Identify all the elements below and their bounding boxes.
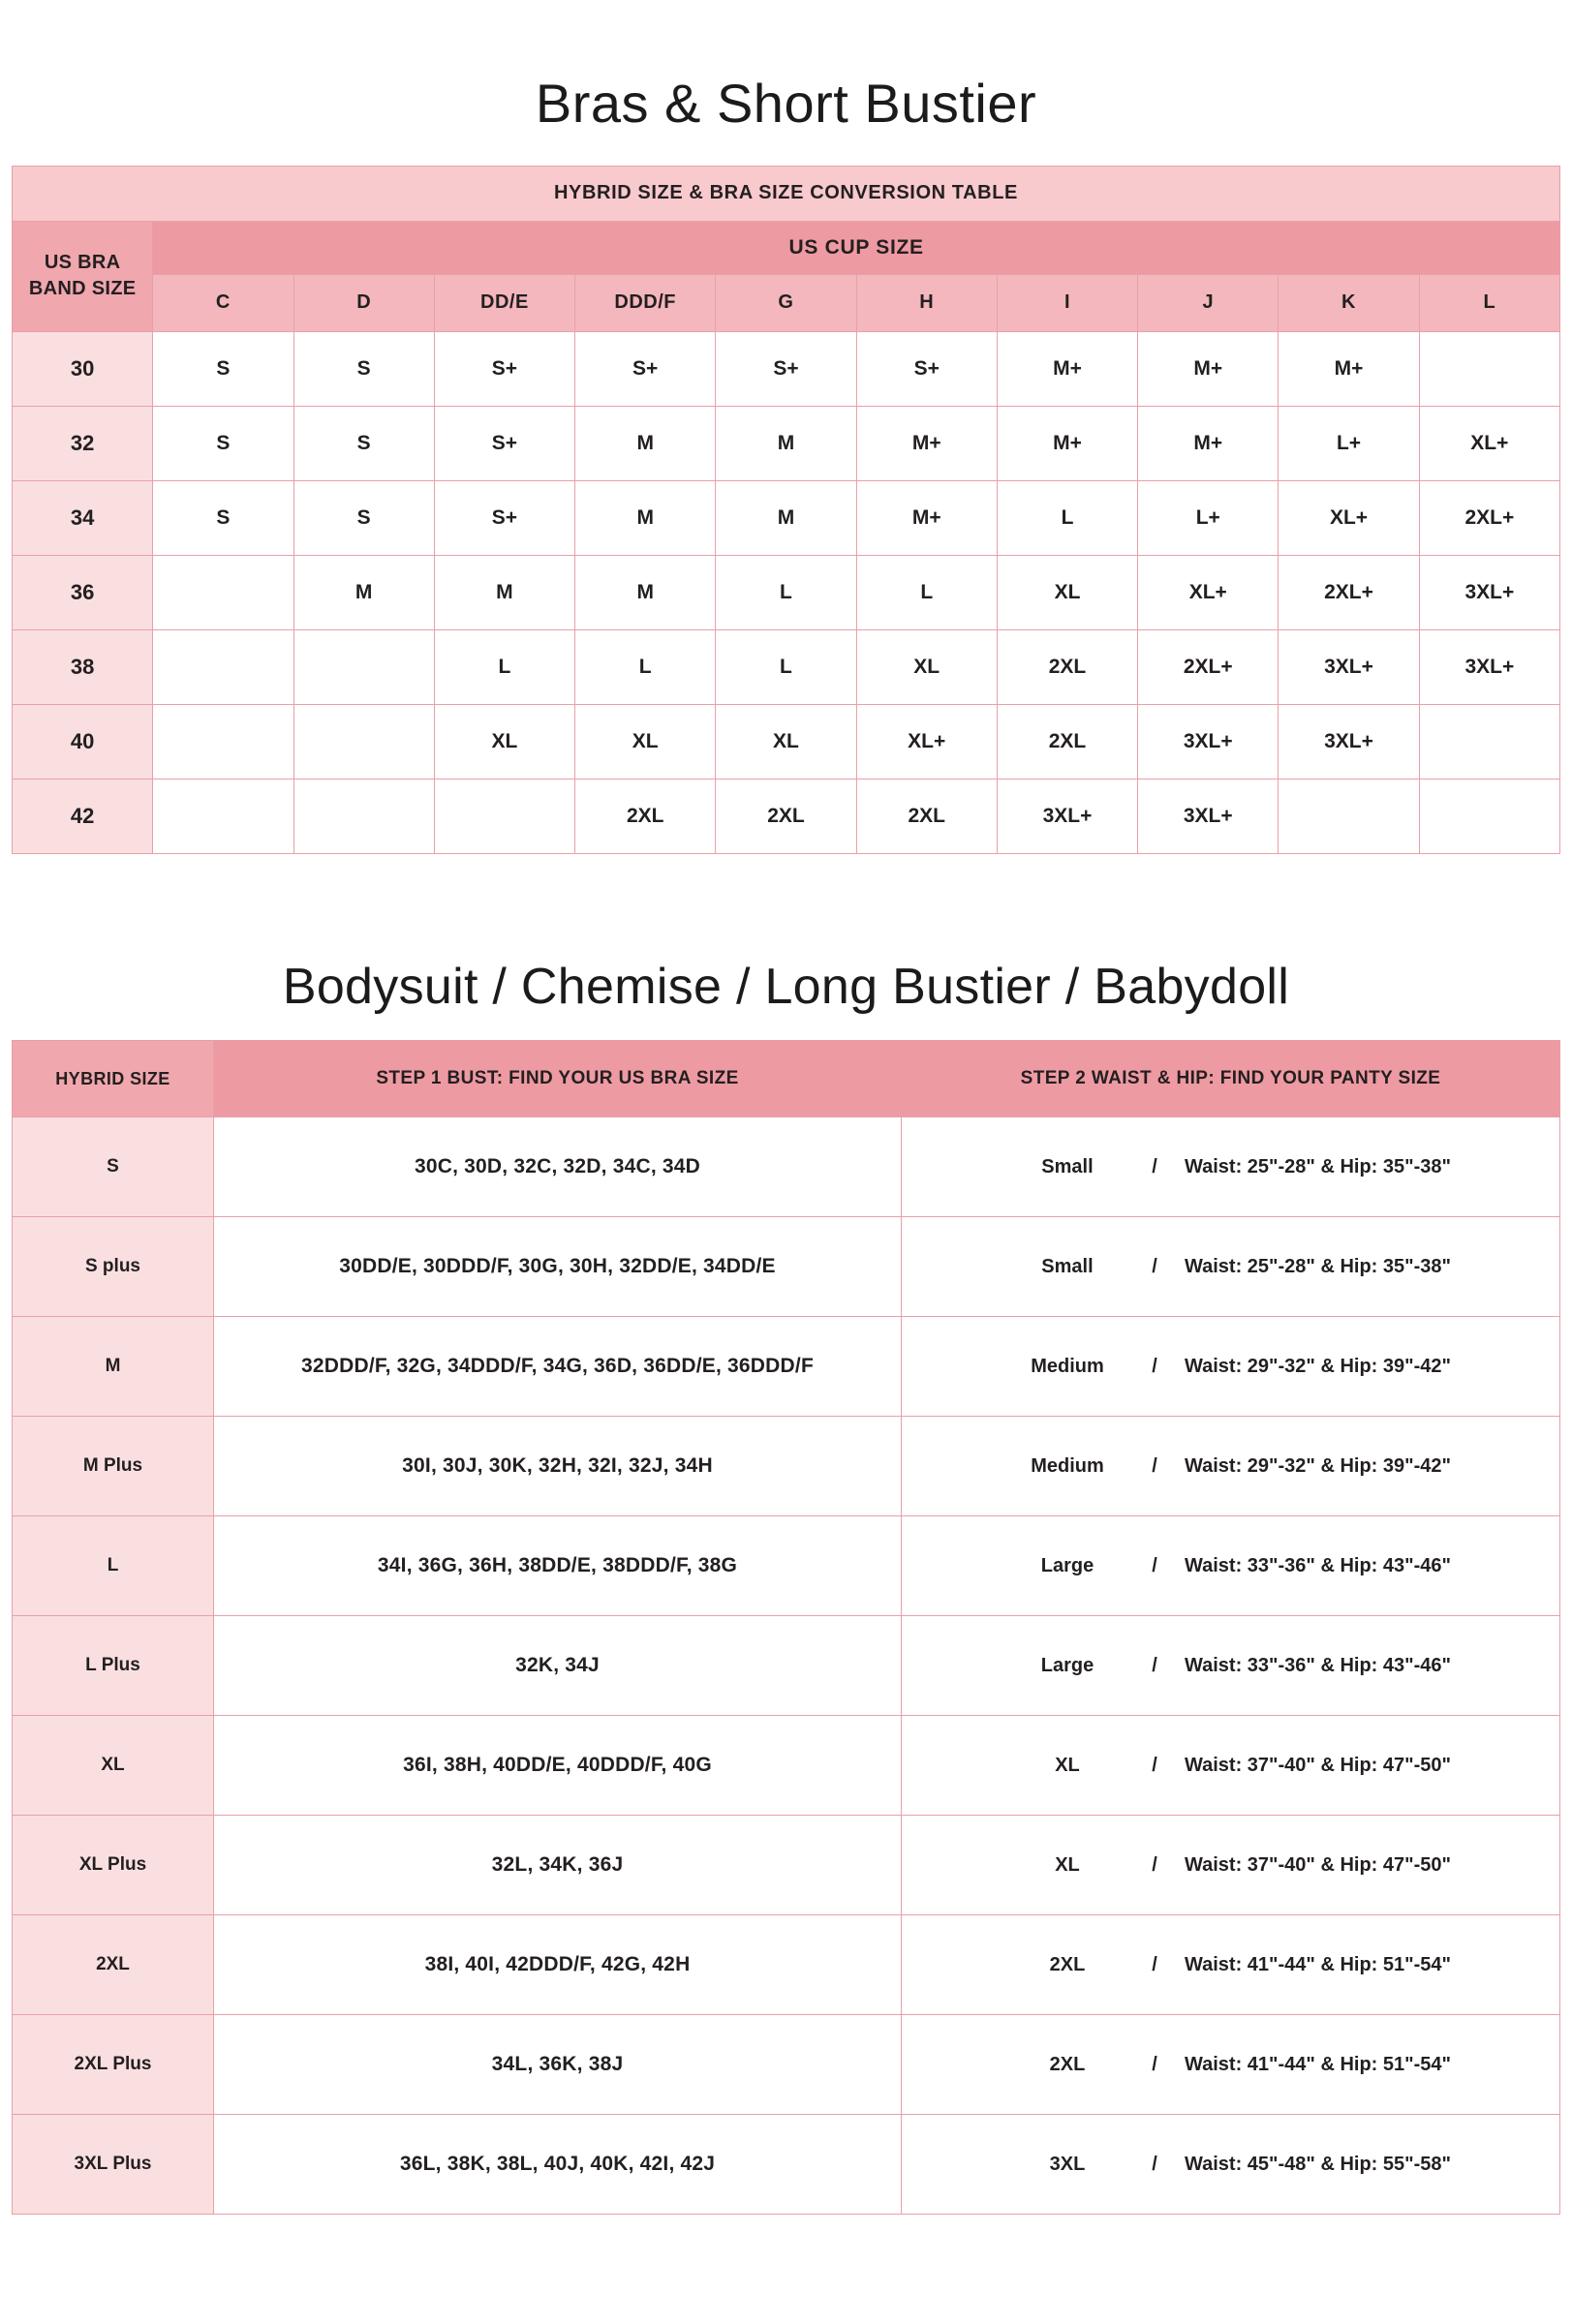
bra-size-cell: 36I, 38H, 40DD/E, 40DDD/F, 40G bbox=[214, 1716, 902, 1816]
hybrid-size-cell: 2XL bbox=[13, 1915, 214, 2015]
panty-size-label: 2XL bbox=[1049, 2053, 1086, 2075]
bra-conversion-table bbox=[12, 166, 1560, 854]
size-cell: L+ bbox=[1138, 480, 1279, 555]
size-cell: 2XL bbox=[856, 779, 997, 853]
size-cell: S bbox=[293, 331, 434, 406]
us-cup-size-header: US CUP SIZE bbox=[153, 221, 1560, 274]
size-cell: M bbox=[575, 406, 716, 480]
bodysuit-size-table bbox=[12, 1040, 1560, 2215]
bra-size-cell: 32K, 34J bbox=[214, 1616, 902, 1716]
bra-size-cell: 30C, 30D, 32C, 32D, 34C, 34D bbox=[214, 1117, 902, 1217]
size-cell: M+ bbox=[856, 406, 997, 480]
panty-size-label: 2XL bbox=[1049, 1953, 1086, 1975]
size-guide-page bbox=[0, 73, 1572, 2244]
hybrid-size-cell: 3XL Plus bbox=[13, 2115, 214, 2215]
table-row bbox=[13, 1417, 1560, 1516]
size-cell: 3XL+ bbox=[1419, 629, 1559, 704]
size-cell: L bbox=[716, 629, 856, 704]
panty-size-group bbox=[915, 1655, 1546, 1677]
cup-label: C bbox=[153, 274, 293, 331]
hybrid-size-cell: XL bbox=[13, 1716, 214, 1816]
size-cell: 2XL+ bbox=[1279, 555, 1419, 629]
size-cell bbox=[153, 629, 293, 704]
size-cell: 3XL+ bbox=[1419, 555, 1559, 629]
hybrid-size-cell: 2XL Plus bbox=[13, 2015, 214, 2115]
panty-size-label: Medium bbox=[1031, 1454, 1104, 1477]
table-row bbox=[13, 779, 1560, 853]
size-cell: 3XL+ bbox=[1138, 704, 1279, 779]
panty-separator: / bbox=[1152, 2053, 1157, 2075]
page-title-bodysuit: Bodysuit / Chemise / Long Bustier / Babydoll bbox=[282, 958, 1290, 1015]
bra-size-cell: 32DDD/F, 32G, 34DDD/F, 34G, 36D, 36DD/E, 36DDD/F bbox=[214, 1317, 902, 1417]
size-cell: M bbox=[716, 480, 856, 555]
bra-size-cell: 30DD/E, 30DDD/F, 30G, 30H, 32DD/E, 34DD/E bbox=[214, 1217, 902, 1317]
table-row bbox=[13, 629, 1560, 704]
size-cell: S+ bbox=[434, 480, 574, 555]
panty-size-group bbox=[915, 2054, 1546, 2076]
cup-label: H bbox=[856, 274, 997, 331]
page-title-bras: Bras & Short Bustier bbox=[535, 73, 1037, 134]
size-cell: M bbox=[434, 555, 574, 629]
size-cell bbox=[153, 555, 293, 629]
panty-size-group bbox=[915, 1854, 1546, 1877]
panty-measurements: Waist: 29"-32" & Hip: 39"-42" bbox=[1184, 1355, 1452, 1377]
size-cell: S+ bbox=[434, 331, 574, 406]
step1-header: STEP 1 BUST: FIND YOUR US BRA SIZE bbox=[214, 1041, 902, 1117]
panty-size-group bbox=[915, 1256, 1546, 1278]
cup-label: DDD/F bbox=[575, 274, 716, 331]
panty-measurements: Waist: 29"-32" & Hip: 39"-42" bbox=[1184, 1454, 1452, 1477]
table-row bbox=[13, 1915, 1560, 2015]
size-cell bbox=[1419, 331, 1559, 406]
panty-size-cell bbox=[902, 1915, 1560, 2015]
band-size-cell: 36 bbox=[13, 555, 153, 629]
size-cell: 2XL+ bbox=[1419, 480, 1559, 555]
bra-size-cell: 34L, 36K, 38J bbox=[214, 2015, 902, 2115]
panty-size-label: XL bbox=[1055, 1754, 1080, 1776]
panty-size-cell bbox=[902, 1217, 1560, 1317]
hybrid-size-cell: XL Plus bbox=[13, 1816, 214, 1915]
hybrid-size-cell: L bbox=[13, 1516, 214, 1616]
size-cell: M bbox=[575, 480, 716, 555]
table-row bbox=[13, 1117, 1560, 1217]
bra-size-cell: 34I, 36G, 36H, 38DD/E, 38DDD/F, 38G bbox=[214, 1516, 902, 1616]
table-row bbox=[13, 331, 1560, 406]
size-cell: XL bbox=[575, 704, 716, 779]
cup-label: L bbox=[1419, 274, 1559, 331]
band-size-cell: 34 bbox=[13, 480, 153, 555]
bra-size-cell: 38I, 40I, 42DDD/F, 42G, 42H bbox=[214, 1915, 902, 2015]
hybrid-size-header: HYBRID SIZE bbox=[13, 1041, 214, 1117]
size-cell: S bbox=[153, 480, 293, 555]
table-row bbox=[13, 1516, 1560, 1616]
panty-separator: / bbox=[1152, 1853, 1157, 1876]
panty-size-cell bbox=[902, 1716, 1560, 1816]
panty-size-group bbox=[915, 1356, 1546, 1378]
size-cell: 2XL bbox=[997, 704, 1137, 779]
us-bra-band-size-header: US BRA BAND SIZE bbox=[13, 221, 153, 331]
panty-separator: / bbox=[1152, 1155, 1157, 1177]
panty-measurements: Waist: 33"-36" & Hip: 43"-46" bbox=[1184, 1554, 1452, 1576]
panty-size-cell bbox=[902, 1616, 1560, 1716]
panty-separator: / bbox=[1152, 1255, 1157, 1277]
panty-size-cell bbox=[902, 1117, 1560, 1217]
cup-label: G bbox=[716, 274, 856, 331]
size-cell: 3XL+ bbox=[1279, 704, 1419, 779]
panty-separator: / bbox=[1152, 1454, 1157, 1477]
panty-size-group bbox=[915, 1555, 1546, 1577]
size-cell: L bbox=[575, 629, 716, 704]
size-cell bbox=[153, 704, 293, 779]
table-row bbox=[13, 1616, 1560, 1716]
size-cell: S+ bbox=[434, 406, 574, 480]
panty-size-group bbox=[915, 2154, 1546, 2176]
panty-measurements: Waist: 41"-44" & Hip: 51"-54" bbox=[1184, 1953, 1452, 1975]
table-row bbox=[13, 480, 1560, 555]
panty-size-group bbox=[915, 1755, 1546, 1777]
band-size-cell: 32 bbox=[13, 406, 153, 480]
size-cell: 2XL bbox=[997, 629, 1137, 704]
table-row bbox=[13, 1816, 1560, 1915]
size-cell: M bbox=[716, 406, 856, 480]
size-cell: XL bbox=[997, 555, 1137, 629]
size-cell bbox=[293, 629, 434, 704]
step2-header: STEP 2 WAIST & HIP: FIND YOUR PANTY SIZE bbox=[902, 1041, 1560, 1117]
panty-measurements: Waist: 45"-48" & Hip: 55"-58" bbox=[1184, 2153, 1452, 2175]
panty-separator: / bbox=[1152, 1754, 1157, 1776]
panty-size-cell bbox=[902, 1417, 1560, 1516]
cup-label: D bbox=[293, 274, 434, 331]
panty-measurements: Waist: 25"-28" & Hip: 35"-38" bbox=[1184, 1155, 1452, 1177]
panty-separator: / bbox=[1152, 1554, 1157, 1576]
size-cell: XL bbox=[434, 704, 574, 779]
size-cell bbox=[434, 779, 574, 853]
panty-measurements: Waist: 37"-40" & Hip: 47"-50" bbox=[1184, 1754, 1452, 1776]
panty-size-label: XL bbox=[1055, 1853, 1080, 1876]
size-cell: 3XL+ bbox=[1279, 629, 1419, 704]
table-row bbox=[13, 1217, 1560, 1317]
bra-table-caption: HYBRID SIZE & BRA SIZE CONVERSION TABLE bbox=[13, 166, 1560, 221]
panty-measurements: Waist: 37"-40" & Hip: 47"-50" bbox=[1184, 1853, 1452, 1876]
table-row bbox=[13, 406, 1560, 480]
cup-label: DD/E bbox=[434, 274, 574, 331]
size-cell: XL bbox=[716, 704, 856, 779]
panty-size-label: Large bbox=[1040, 1654, 1094, 1676]
bodysuit-size-table-body bbox=[13, 1041, 1560, 2215]
size-cell: S+ bbox=[575, 331, 716, 406]
panty-size-cell bbox=[902, 2115, 1560, 2215]
panty-separator: / bbox=[1152, 1953, 1157, 1975]
size-cell: XL+ bbox=[856, 704, 997, 779]
size-cell bbox=[153, 779, 293, 853]
size-cell: 2XL bbox=[716, 779, 856, 853]
size-cell: L bbox=[997, 480, 1137, 555]
size-cell: L bbox=[856, 555, 997, 629]
panty-size-label: Small bbox=[1041, 1155, 1094, 1177]
panty-measurements: Waist: 25"-28" & Hip: 35"-38" bbox=[1184, 1255, 1452, 1277]
panty-size-label: Medium bbox=[1031, 1355, 1104, 1377]
hybrid-size-cell: S bbox=[13, 1117, 214, 1217]
size-cell: M+ bbox=[997, 406, 1137, 480]
size-cell: M+ bbox=[856, 480, 997, 555]
cup-label: J bbox=[1138, 274, 1279, 331]
size-cell: S bbox=[293, 480, 434, 555]
size-cell bbox=[1419, 779, 1559, 853]
table-row bbox=[13, 2115, 1560, 2215]
panty-size-cell bbox=[902, 1317, 1560, 1417]
table-row bbox=[13, 704, 1560, 779]
size-cell: S bbox=[293, 406, 434, 480]
size-cell: 3XL+ bbox=[1138, 779, 1279, 853]
size-cell: S+ bbox=[856, 331, 997, 406]
size-cell: XL+ bbox=[1279, 480, 1419, 555]
size-cell: XL+ bbox=[1419, 406, 1559, 480]
size-cell: M+ bbox=[1138, 406, 1279, 480]
size-cell: M+ bbox=[997, 331, 1137, 406]
hybrid-size-cell: L Plus bbox=[13, 1616, 214, 1716]
bra-size-cell: 30I, 30J, 30K, 32H, 32I, 32J, 34H bbox=[214, 1417, 902, 1516]
size-cell: 2XL bbox=[575, 779, 716, 853]
size-cell: M+ bbox=[1279, 331, 1419, 406]
band-size-cell: 30 bbox=[13, 331, 153, 406]
table-row bbox=[13, 2015, 1560, 2115]
panty-size-label: Small bbox=[1041, 1255, 1094, 1277]
panty-size-cell bbox=[902, 1516, 1560, 1616]
size-cell: S+ bbox=[716, 331, 856, 406]
size-cell: M bbox=[575, 555, 716, 629]
band-size-cell: 42 bbox=[13, 779, 153, 853]
size-cell: L+ bbox=[1279, 406, 1419, 480]
table-header-row bbox=[13, 1041, 1560, 1117]
table-caption-row bbox=[13, 166, 1560, 221]
band-size-cell: 40 bbox=[13, 704, 153, 779]
size-cell: L bbox=[716, 555, 856, 629]
size-cell: 2XL+ bbox=[1138, 629, 1279, 704]
bra-size-cell: 36L, 38K, 38L, 40J, 40K, 42I, 42J bbox=[214, 2115, 902, 2215]
panty-size-group bbox=[915, 1455, 1546, 1478]
size-cell: S bbox=[153, 331, 293, 406]
table-header-row-2 bbox=[13, 274, 1560, 331]
hybrid-size-cell: S plus bbox=[13, 1217, 214, 1317]
panty-size-group bbox=[915, 1954, 1546, 1976]
panty-size-label: Large bbox=[1040, 1554, 1094, 1576]
size-cell: 3XL+ bbox=[997, 779, 1137, 853]
panty-size-group bbox=[915, 1156, 1546, 1178]
size-cell: M bbox=[293, 555, 434, 629]
size-cell: XL bbox=[856, 629, 997, 704]
size-cell: M+ bbox=[1138, 331, 1279, 406]
size-cell: L bbox=[434, 629, 574, 704]
hybrid-size-cell: M bbox=[13, 1317, 214, 1417]
size-cell: S bbox=[153, 406, 293, 480]
panty-separator: / bbox=[1152, 1654, 1157, 1676]
panty-separator: / bbox=[1152, 2153, 1157, 2175]
bra-conversion-table-body bbox=[13, 166, 1560, 853]
cup-label: K bbox=[1279, 274, 1419, 331]
size-cell bbox=[1279, 779, 1419, 853]
cup-label: I bbox=[997, 274, 1137, 331]
panty-size-cell bbox=[902, 1816, 1560, 1915]
size-cell: XL+ bbox=[1138, 555, 1279, 629]
size-cell bbox=[293, 779, 434, 853]
table-row bbox=[13, 1317, 1560, 1417]
band-size-cell: 38 bbox=[13, 629, 153, 704]
panty-size-label: 3XL bbox=[1049, 2153, 1086, 2175]
table-row bbox=[13, 1716, 1560, 1816]
table-header-row-1 bbox=[13, 221, 1560, 274]
hybrid-size-cell: M Plus bbox=[13, 1417, 214, 1516]
panty-size-cell bbox=[902, 2015, 1560, 2115]
panty-measurements: Waist: 41"-44" & Hip: 51"-54" bbox=[1184, 2053, 1452, 2075]
panty-separator: / bbox=[1152, 1355, 1157, 1377]
size-cell bbox=[293, 704, 434, 779]
table-row bbox=[13, 555, 1560, 629]
bra-size-cell: 32L, 34K, 36J bbox=[214, 1816, 902, 1915]
size-cell bbox=[1419, 704, 1559, 779]
panty-measurements: Waist: 33"-36" & Hip: 43"-46" bbox=[1184, 1654, 1452, 1676]
